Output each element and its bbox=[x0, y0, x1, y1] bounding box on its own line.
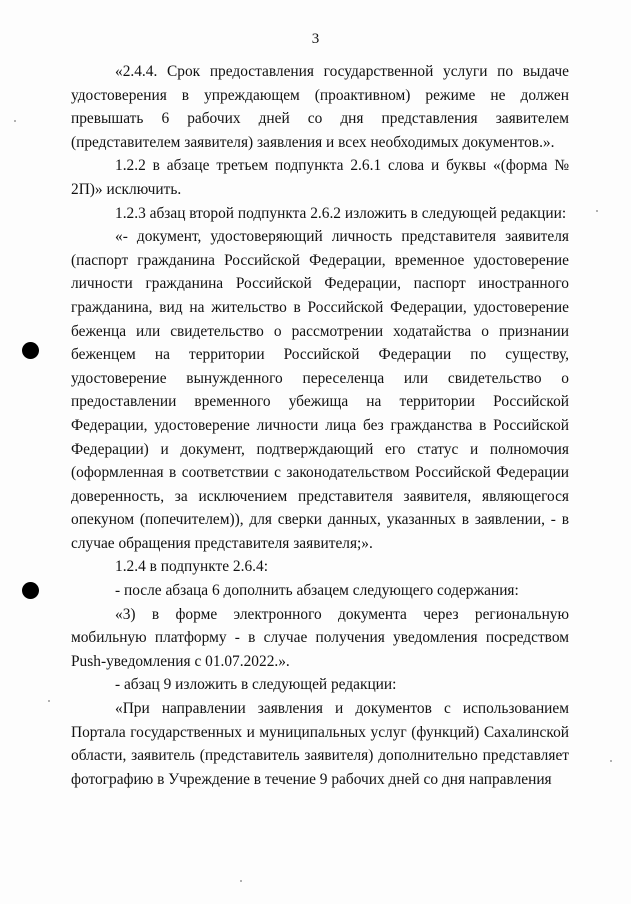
document-body bbox=[71, 60, 569, 791]
paragraph-abzac-9: - абзац 9 изложить в следующей редакции: bbox=[115, 676, 397, 694]
scan-speck bbox=[14, 120, 16, 122]
punch-hole bbox=[22, 342, 39, 359]
punch-hole bbox=[22, 582, 39, 599]
paragraph-1-2-2: 1.2.2 в абзаце третьем подпункта 2.6.1 слова и буквы «(форма № 2П)» исключить. bbox=[71, 157, 569, 198]
page-number: 3 bbox=[311, 31, 320, 47]
paragraph-1-2-4: 1.2.4 в подпункте 2.6.4: bbox=[115, 558, 268, 576]
scan-speck bbox=[596, 210, 598, 212]
paragraph-after-abzac-6: - после абзаца 6 дополнить абзацем следующего содержания: bbox=[115, 582, 519, 600]
paragraph-2-4-4: «2.4.4. Срок предоставления государственной услуги по выдаче удостоверения в упреждающем (проактивном) режиме не должен превышать 6 рабочих дней со дня представления заявителем (представителем заявителя) заявления и всех необходимых документов.». bbox=[71, 63, 569, 151]
paragraph-item-3: «3) в форме электронного документа через региональную мобильную платформу - в случае получения уведомления посредством Push-уведомления с 01.07.2022.». bbox=[71, 605, 569, 670]
paragraph-portal: «При направлении заявления и документов с использованием Портала государственных и муниципальных услуг (функций) Сахалинской области, заявитель (представитель заявителя) дополнительно представляет фотографию в Учреждение в течение 9 рабочих дней со дня направления bbox=[71, 700, 569, 788]
scan-speck bbox=[48, 700, 50, 702]
scan-speck bbox=[610, 760, 612, 762]
paragraph-document-list: «- документ, удостоверяющий личность представителя заявителя (паспорт гражданина Российской Федерации, временное удостоверение личности гражданина Российской Федерации, паспорт иностранного гражданина, вид на жительство в Российской Федерации, удостоверение беженца или свидетельство о рассмотрении ходатайства о признании беженцем на территории Российской Федерации по существу, удостоверение вынужденного переселенца или свидетельство о предоставлении временного убежища на территории Российской Федерации, удостоверение личности лица без гражданства в Российской Федерации) и документ, подтверждающий его статус и полномочия (оформленная в соответствии с законодательством Российской Федерации доверенность, за исключением представителя заявителя, являющегося опекуном (попечителем)), для сверки данных, указанных в заявлении, - в случае обращения представителя заявителя;». bbox=[71, 228, 569, 552]
scan-speck bbox=[240, 880, 242, 882]
paragraph-1-2-3: 1.2.3 абзац второй подпункта 2.6.2 изложить в следующей редакции: bbox=[115, 204, 567, 222]
